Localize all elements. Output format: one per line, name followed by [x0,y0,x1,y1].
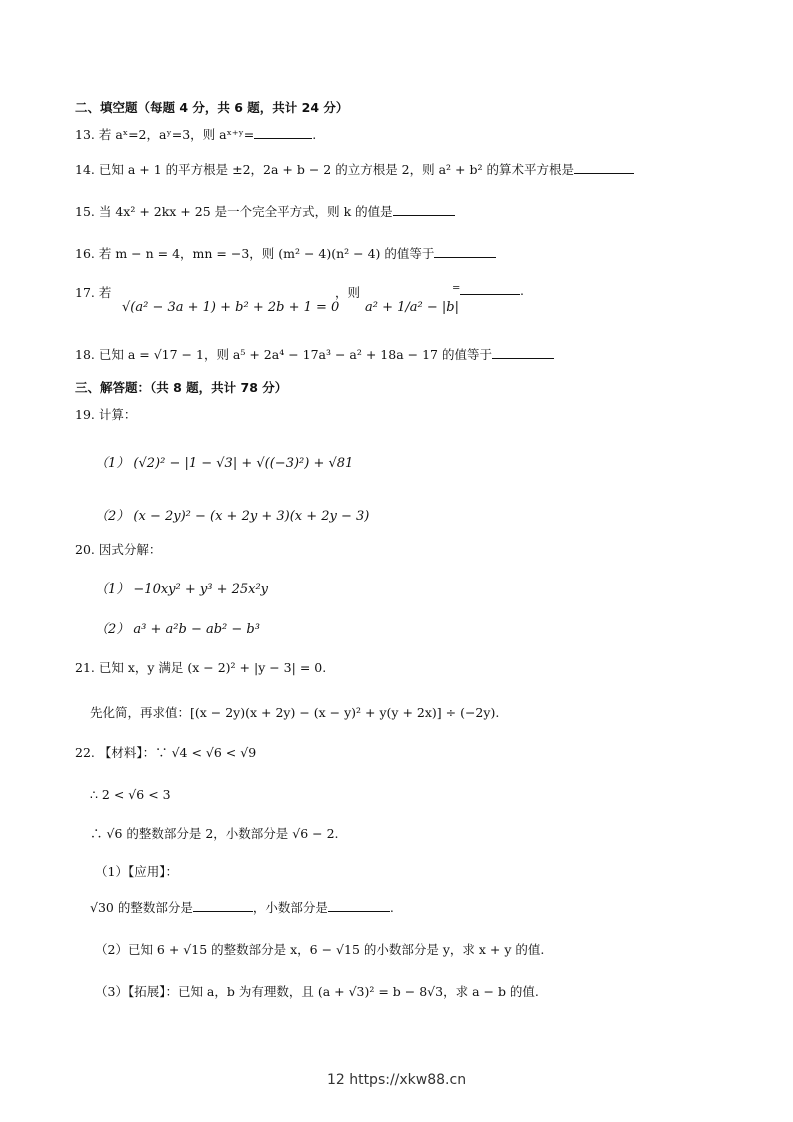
q20-title: 20. 因式分解： [75,542,162,557]
q20-part1: （1） −10xy² + y³ + 25x²y [95,582,269,597]
q22-line2: ∴ 2 < √6 < 3 [90,787,171,802]
q22-apply-question [90,898,394,916]
q17-end: . [520,283,524,298]
q19-part2: （2） (x − 2y)² − (x + 2y + 3)(x + 2y − 3) [95,509,370,524]
q13-end: . [312,127,317,142]
q18-text: 18. 已知 a = √17 − 1，则 a⁵ + 2a⁴ − 17a³ − a² + 18a − 17 的值等于 [75,347,492,362]
q20-part2: （2） a³ + a²b − ab² − b³ [95,622,260,637]
page-footer: 12 https://xkw88.cn [326,1072,467,1088]
q16-text: 16. 若 m − n = 4，mn = −3，则 (m² − 4)(n² − 4) 的值等于 [75,246,435,261]
q22-line3: ∴ √6 的整数部分是 2，小数部分是 √6 − 2. [90,826,339,841]
q22-l5c: . [389,900,394,915]
q22-part2: （2）已知 6 + √15 的整数部分是 x，6 − √15 的小数部分是 y，求 x + y 的值. [95,942,545,957]
q17-prefix: 17. 若 [75,285,112,300]
answer-blank [254,137,312,139]
q22-l5a: √30 的整数部分是 [90,900,193,915]
q14-text: 14. 已知 a + 1 的平方根是 ±2，2a + b − 2 的立方根是 2，则 a² + b² 的算术平方根是 [75,162,574,177]
question-13 [75,125,316,143]
question-15 [75,202,455,220]
answer-blank [434,256,496,258]
q17-equals: = [452,283,461,294]
answer-blank [193,910,253,912]
answer-blank [574,172,634,174]
q13-text: 13. 若 aˣ=2，aʸ=3，则 aˣ⁺ʸ= [75,127,255,142]
q21-task: 先化简，再求值：[(x − 2y)(x + 2y) − (x − y)² + y(y + 2x)] ÷ (−2y). [90,705,500,720]
answer-blank [393,214,455,216]
answer-blank [460,293,520,295]
q17-expression: a² + 1/a² − |b| [365,300,459,315]
q17-condition: √(a² − 3a + 1) + b² + 2b + 1 = 0 [122,300,340,315]
section2-title: 二、填空题（每题 4 分，共 6 题，共计 24 分） [75,100,349,115]
answer-blank [492,357,554,359]
q19-title: 19. 计算： [75,407,137,422]
q17-mid: ，则 [335,285,361,300]
q22-material: 22. 【材料】：∵ √4 < √6 < √9 [75,745,257,760]
q22-part3: （3）【拓展】：已知 a，b 为有理数，且 (a + √3)² = b − 8√3，求 a − b 的值. [95,984,539,999]
question-14 [75,160,634,178]
question-16 [75,244,496,262]
q22-l5b: ，小数部分是 [252,900,328,915]
section3-title: 三、解答题：（共 8 题，共计 78 分） [75,380,288,395]
q21-condition: 21. 已知 x，y 满足 (x − 2)² + |y − 3| = 0. [75,660,327,675]
answer-blank [328,910,390,912]
q22-apply-title: （1）【应用】： [95,864,178,879]
q19-part1: （1） (√2)² − |1 − √3| + √((−3)²) + √81 [95,456,354,471]
q15-text: 15. 当 4x² + 2kx + 25 是一个完全平方式，则 k 的值是 [75,204,393,219]
question-18 [75,345,554,363]
q17-blank-wrap [460,283,524,298]
